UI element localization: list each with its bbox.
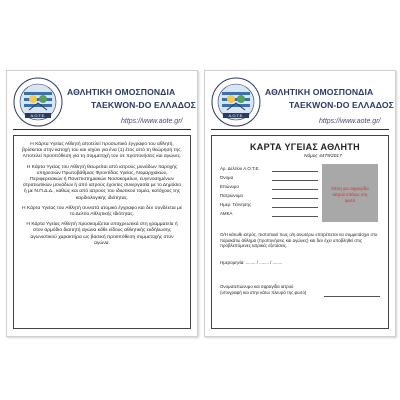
federation-name-line1: ΑΘΛΗΤΙΚΗ ΟΜΟΣΠΟΝΔΙΑ [265, 87, 374, 97]
info-frame [13, 135, 191, 329]
website-link[interactable]: https://www.aote.gr/ [319, 118, 381, 125]
logo-text: Α.Ο.Τ.Ε. [30, 113, 46, 118]
field-label-fathers-name: Πατρώνυμο [220, 193, 243, 198]
federation-name-line2: TAEKWON-DO ΕΛΛΑΔΟΣ [289, 100, 394, 110]
divider [13, 129, 191, 130]
doctor-signature-label: Ονοματεπώνυμο και σφραγίδα ιατρού [220, 284, 294, 289]
right-page [204, 70, 396, 337]
doctor-declaration: Ο/Η κάτωθι ιατρός, πιστοποιεί πως ο/η ανωτέρω επιτρέπεται να συμμετάσχει στο παρακάτω άθλημα (προπονήσεις και αγώνες) και δεν έχει υποβληθεί στις προβλεπόμενες ιατρικές εξετάσεις. [220, 232, 378, 249]
field-fathers-name[interactable] [272, 198, 318, 199]
divider [211, 129, 389, 130]
law-reference: Νόμος 4479/2017 [304, 154, 342, 159]
left-page [6, 70, 198, 337]
photo-text-line3: φωτό [344, 198, 356, 203]
field-label-card-number: Αρ. Δελτίου Α.Ο.Τ.Ε. [220, 166, 260, 171]
paragraph-validity: Η Κάρτα Υγείας Αθλητή αποτελεί προσωπικό έγγραφο του αθλητή, βρίσκεται στην κατοχή του και ισχύει για ένα (1) έτος από τη θεώρησή της. Αποτελεί προϋπόθεση για τη συμμετοχή του σε προπονήσεις και αγώνες. [22, 142, 182, 160]
field-amka[interactable] [272, 216, 318, 217]
photo-text-line2: ιατρού επάνω στη [332, 192, 368, 197]
card-title: ΚΑΡΤΑ ΥΓΕΙΑΣ ΑΘΛΗΤΗ [250, 142, 360, 152]
field-label-first-name: Όνομα [220, 175, 234, 180]
paragraph-mandatory: Η Κάρτα Υγείας Αθλητή προσκομίζεται υποχρεωτικά στη γραμματεία ή στον αρμόδιο διαιτητή αγώνα κάθε είδους αθλητικής εκδήλωσης αγωνιστικού χαρακτήρα ως βασική προϋπόθεση συμμετοχής στον αγώνα. [26, 222, 178, 246]
federation-name-line2: TAEKWON-DO ΕΛΛΑΔΟΣ [91, 100, 196, 110]
federation-name-line1: ΑΘΛΗΤΙΚΗ ΟΜΟΣΠΟΝΔΙΑ [67, 87, 176, 97]
field-last-name[interactable] [272, 189, 318, 190]
photo-stamp-note [326, 186, 374, 204]
field-label-last-name: Επώνυμο [220, 184, 239, 189]
doctor-signature-note: (υπογραφή και στην κάτω πλευρά της φωτό) [220, 290, 307, 295]
federation-logo-icon [211, 77, 261, 127]
paragraph-certification: Η Κάρτα Υγείας του Αθλητή θεωρείται από ιατρούς μονάδων παροχής υπηρεσιών Πρωτοβάθμιας Φροντίδας Υγείας, Νομαρχιακών, Περιφερειακών ή Πανεπιστημιακών Νοσοκομείων, ευγενοσημένων στρατιωτικών μονάδων ή από ιατρούς έχοντες συνεργασία με το Δημόσιο ή με Ν.Π.Δ.Δ., καθώς και από ιατρούς του ιδιωτικού τομέα, κατόχους της καρδιολογικής ιδιότητας. [22, 164, 182, 201]
logo-text: Α.Ο.Τ.Ε. [228, 113, 244, 118]
doctor-signature-field[interactable] [324, 296, 380, 297]
field-label-birth-date: Ημερ. Γέννησης [220, 202, 252, 207]
date-label: Ημερομηνία: ........ / ........ / ........ [220, 260, 283, 265]
field-label-amka: ΑΜΚΑ [220, 211, 233, 216]
photo-placeholder[interactable] [322, 164, 378, 222]
field-birth-date[interactable] [272, 207, 318, 208]
paragraph-personal-document: Η Κάρτα Υγείας του Αθλητή συνιστά ατομικό έγγραφο και δεν συνδέεται με το Δελτίο Αθλητικής Ιδιότητας. [22, 205, 183, 218]
photo-text-line1: Θέση για σφραγίδα [331, 186, 369, 191]
federation-logo-icon [13, 77, 63, 127]
field-first-name[interactable] [272, 180, 318, 181]
field-card-number[interactable] [272, 171, 318, 172]
website-link[interactable]: https://www.aote.gr/ [121, 118, 183, 125]
health-card-frame [211, 135, 389, 329]
